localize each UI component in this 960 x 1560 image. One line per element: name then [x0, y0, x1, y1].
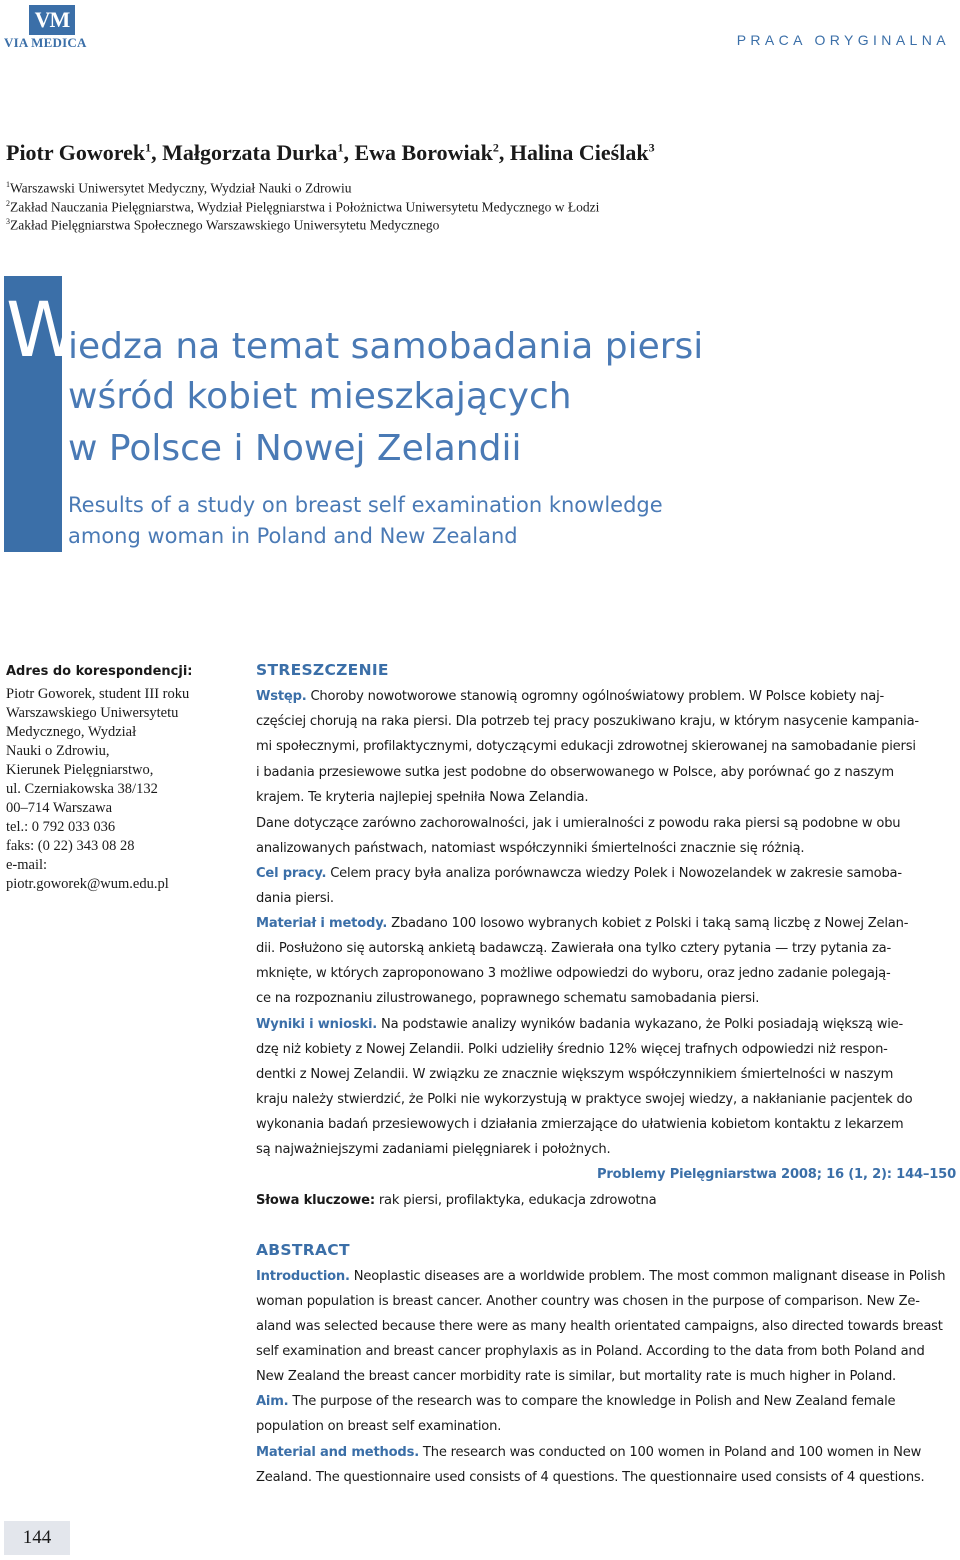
author-sup: 2	[492, 140, 499, 155]
section-label-introduction: Introduction.	[256, 1269, 350, 1284]
body-line: są najważniejszymi zadaniami pielęgniarek i położnych.	[256, 1142, 611, 1157]
body-line: Materiał i metody. Zbadano 100 losowo wybranych kobiet z Polski i taką samą liczbę z Nowej Zelan-	[256, 916, 909, 931]
title-line-1: iedza na temat samobadania piersi	[68, 326, 704, 367]
body-line: Dane dotyczące zarówno zachorowalności, jak i umieralności z powodu raka piersi są podobne w obu	[256, 816, 901, 831]
affiliation-text: Zakład Nauczania Pielęgniarstwa, Wydział Pielęgniarstwa i Położnictwa Uniwersytetu Medycznego w Łodzi	[10, 199, 600, 215]
affiliation	[6, 199, 599, 216]
correspondence-line: Nauki o Zdrowiu,	[6, 743, 110, 759]
affiliation	[6, 180, 352, 197]
body-line: krajem. Te kryteria najlepiej spełniła Nowa Zelandia.	[256, 790, 589, 805]
correspondence-heading: Adres do korespondencji:	[6, 664, 193, 679]
correspondence-line: e-mail:	[6, 857, 48, 873]
correspondence-line: Medycznego, Wydział	[6, 724, 137, 740]
correspondence-line: Kierunek Pielęgniarstwo,	[6, 762, 154, 778]
section-label-cel: Cel pracy.	[256, 866, 327, 881]
author-sup: 3	[648, 140, 655, 155]
body-line: mi społecznymi, profilaktycznymi, dotyczącymi edukacji zdrowotnej skierowanej na samobadanie piersi	[256, 739, 916, 754]
body-line: dania piersi.	[256, 891, 334, 906]
author-name: Małgorzata Durka	[162, 140, 338, 165]
affiliation-sup: 1	[6, 180, 10, 189]
correspondence-line: Piotr Goworek, student III roku	[6, 686, 190, 702]
title-line-2: wśród kobiet mieszkających	[68, 376, 572, 417]
logo-mark: VM	[29, 5, 75, 35]
section-label-wyniki: Wyniki i wnioski.	[256, 1017, 378, 1032]
subtitle-line-2: among woman in Poland and New Zealand	[68, 524, 518, 548]
correspondence-line: tel.: 0 792 033 036	[6, 819, 116, 835]
body-line: dentki z Nowej Zelandii. W związku ze znacznie większym współczynnikiem śmiertelności w naszym	[256, 1067, 894, 1082]
via-medica-logo	[4, 5, 100, 49]
author-name: Halina Cieślak	[509, 140, 649, 165]
section-label-material-methods: Material and methods.	[256, 1445, 419, 1460]
body-line: Zealand. The questionnaire used consists of 4 questions. The questionnaire used consists of 4 questions.	[256, 1470, 925, 1485]
body-line: Introduction. Neoplastic diseases are a worldwide problem. The most common malignant disease in Polish	[256, 1269, 946, 1284]
body-line: Aim. The purpose of the research was to compare the knowledge in Polish and New Zealand female	[256, 1394, 896, 1409]
section-label: PRACA ORYGINALNA	[736, 32, 950, 48]
body-line: wykonania badań przesiewowych i działania zmierzające do ułatwienia kobietom kontaktu z lekarzem	[256, 1117, 904, 1132]
correspondence-line: faks: (0 22) 343 08 28	[6, 838, 135, 854]
author-list: Piotr Goworek$^1$, Małgorzata Durka$^1$, Ewa Borowiak$^2$, Halina Cieślak$^3$	[6, 140, 655, 165]
body-line: częściej chorują na raka piersi. Dla potrzeb tej pracy poszukiwano kraju, w którym nasycenie kampania-	[256, 714, 919, 729]
journal-citation: Problemy Pielęgniarstwa 2008; 16 (1, 2): 144–150	[596, 1167, 956, 1182]
author-name: Ewa Borowiak	[354, 140, 493, 165]
affiliation	[6, 217, 439, 234]
correspondence-line: 00–714 Warszawa	[6, 800, 113, 816]
body-line: analizowanych państwach, natomiast współczynniki śmiertelności znacznie się różnią.	[256, 841, 805, 856]
body-line: Wyniki i wnioski. Na podstawie analizy wyników badania wykazano, że Polki posiadają większą wie-	[256, 1017, 904, 1032]
section-label-wstep: Wstęp.	[256, 689, 307, 704]
body-line: population on breast self examination.	[256, 1419, 502, 1434]
correspondence-line: ul. Czerniakowska 38/132	[6, 781, 158, 797]
correspondence-line: Warszawskiego Uniwersytetu	[6, 705, 179, 721]
keywords-line	[256, 1192, 956, 1210]
section-label-material: Materiał i metody.	[256, 916, 388, 931]
author-sup: 1	[337, 140, 344, 155]
body-line: aland was selected because there were as many health orientated campaigns, also directed towards breast	[256, 1319, 943, 1334]
streszczenie-heading: STRESZCZENIE	[256, 661, 389, 679]
affiliation-text: Warszawski Uniwersytet Medyczny, Wydział Nauki o Zdrowiu	[10, 180, 352, 196]
body-line: self examination and breast cancer prophylaxis as in Poland. According to the data from both Poland and	[256, 1344, 925, 1359]
keywords-label: Słowa kluczowe:	[256, 1193, 375, 1208]
author-name: Piotr Goworek	[6, 140, 146, 165]
body-line: Material and methods. The research was conducted on 100 women in Poland and 100 women in New	[256, 1445, 922, 1460]
affiliation-sup: 2	[6, 199, 10, 208]
logo-text: VIA MEDICA	[4, 35, 87, 50]
affiliation-sup: 3	[6, 217, 10, 226]
body-line: New Zealand the breast cancer morbidity rate is similar, but mortality rate is much higher in Poland.	[256, 1369, 897, 1384]
keywords-text: rak piersi, profilaktyka, edukacja zdrowotna	[374, 1193, 657, 1208]
body-line: Cel pracy. Celem pracy była analiza porównawcza wiedzy Polek i Nowozelandek w zakresie samoba-	[256, 866, 902, 881]
title-initial: W	[6, 285, 82, 374]
affiliation-text: Zakład Pielęgniarstwa Społecznego Warszawskiego Uniwersytetu Medycznego	[10, 217, 440, 233]
body-line: dzę niż kobiety z Nowej Zelandii. Polki udzieliły średnio 12% więcej trafnych odpowiedzi niż respon-	[256, 1042, 888, 1057]
correspondence-email[interactable]: piotr.goworek@wum.edu.pl	[6, 876, 169, 892]
subtitle-line-1: Results of a study on breast self examination knowledge	[68, 493, 663, 517]
body-line: mknięte, w których zaproponowano 3 możliwe odpowiedzi do wyboru, oraz jedno zadanie polegają-	[256, 966, 891, 981]
abstract-heading: ABSTRACT	[256, 1241, 350, 1259]
author-sup: 1	[145, 140, 152, 155]
body-line: i badania przesiewowe sutka jest podobne do obserwowanego w Polsce, aby porównać go z naszym	[256, 765, 894, 780]
body-line: dii. Posłużono się autorską ankietą badawczą. Zawierała ona tylko cztery pytania — trzy pytania za-	[256, 941, 892, 956]
body-line: kraju należy stwierdzić, że Polki nie wykorzystują w praktyce swojej wiedzy, a nakłanianie pacjentek do	[256, 1092, 913, 1107]
body-line: Wstęp. Choroby nowotworowe stanowią ogromny ogólnoświatowy problem. W Polsce kobiety naj-	[256, 689, 885, 704]
body-line: woman population is breast cancer. Another country was chosen in the purpose of comparison. New Ze-	[256, 1294, 920, 1309]
title-line-3: w Polsce i Nowej Zelandii	[68, 428, 522, 469]
body-line: ce na rozpoznaniu zilustrowanego, poprawnego schematu samobadania piersi.	[256, 991, 760, 1006]
section-label-aim: Aim.	[256, 1394, 289, 1409]
page-number: 144	[4, 1521, 70, 1555]
